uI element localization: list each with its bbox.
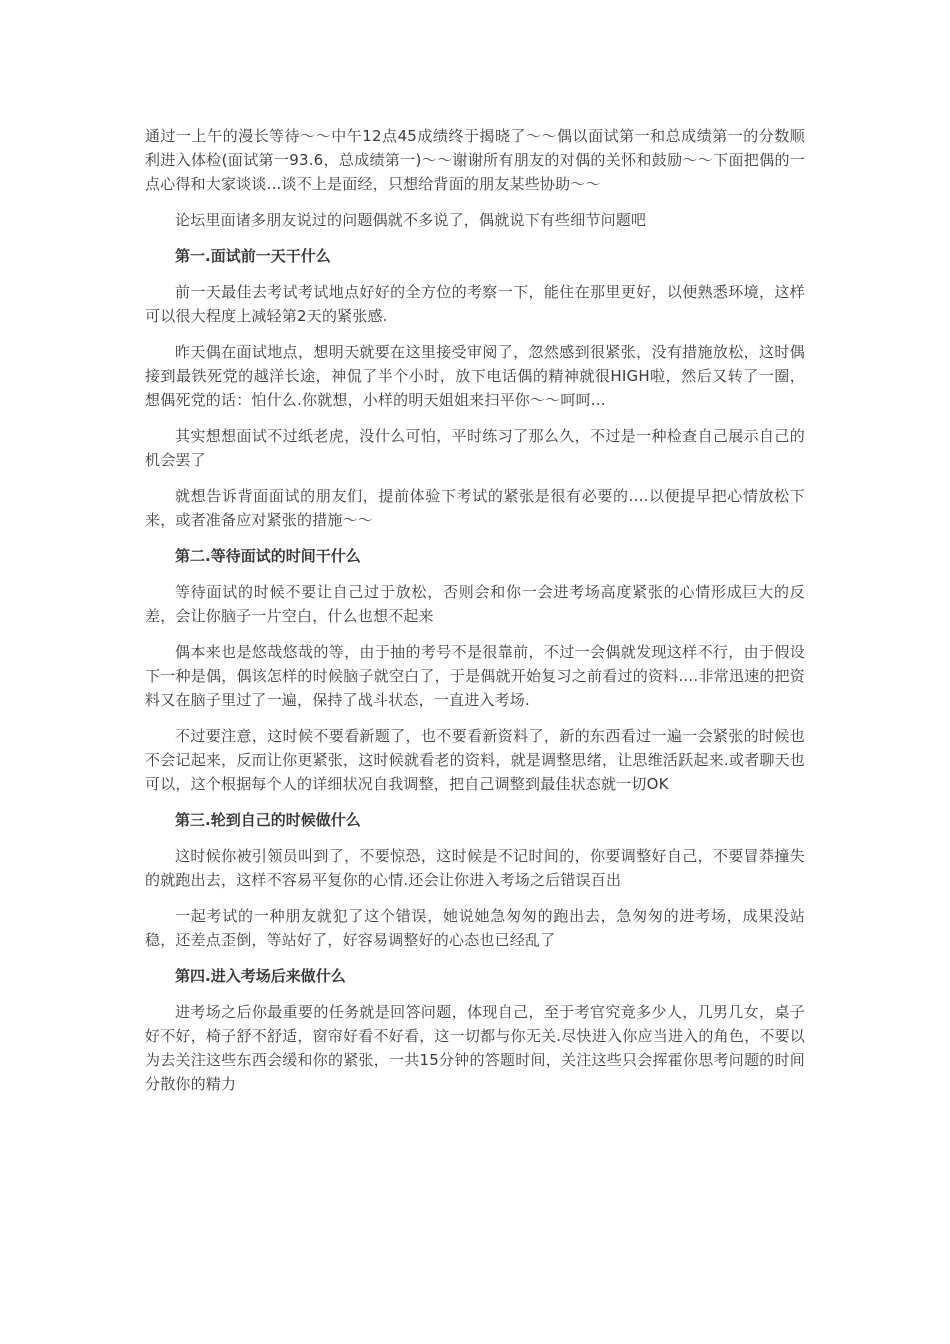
- section-heading-4: 第四.进入考场后来做什么: [175, 967, 346, 985]
- section-heading-2: 第二.等待面试的时间干什么: [175, 547, 361, 565]
- section-heading-1: 第一.面试前一天干什么: [175, 247, 331, 265]
- paragraph: 前一天最佳去考试考试地点好好的全方位的考察一下，能住在那里更好，以便熟悉环境，这样可以很大程度上减轻第2天的紧张感.: [145, 283, 805, 325]
- paragraph: 就想告诉背面面试的朋友们，提前体验下考试的紧张是很有必要的....以便提早把心情放松下来，或者准备应对紧张的措施～～: [145, 487, 805, 529]
- intro-paragraph: 通过一上午的漫长等待～～中午12点45成绩终于揭晓了～～偶以面试第一和总成绩第一的分数顺利进入体检(面试第一93.6，总成绩第一)～～谢谢所有朋友的对偶的关怀和鼓励～～下面把偶的一点心得和大家谈谈...谈不上是面经，只想给背面的朋友某些协助～～: [145, 127, 805, 193]
- section-heading-3: 第三.轮到自己的时候做什么: [175, 811, 361, 829]
- paragraph: 进考场之后你最重要的任务就是回答问题，体现自己，至于考官究竟多少人，几男几女，桌子好不好，椅子舒不舒适，窗帘好看不好看，这一切都与你无关.尽快进入你应当进入的角色，不要以为去关注这些东西会缓和你的紧张，一共15分钟的答题时间，关注这些只会挥霍你思考问题的时间分散你的精力: [145, 1003, 805, 1093]
- paragraph: 这时候你被引领员叫到了，不要惊恐，这时候是不记时间的，你要调整好自己，不要冒莽撞失的就跑出去，这样不容易平复你的心情.还会让你进入考场之后错误百出: [145, 847, 805, 889]
- paragraph: 论坛里面诸多朋友说过的问题偶就不多说了，偶就说下有些细节问题吧: [175, 211, 647, 229]
- paragraph: 昨天偶在面试地点，想明天就要在这里接受审阅了，忽然感到很紧张，没有措施放松，这时偶接到最铁死党的越洋长途，神侃了半个小时，放下电话偶的精神就很HIGH啦，然后又转了一圈，想偶死党的话：怕什么.你就想，小样的明天姐姐来扫平你～～呵呵...: [145, 343, 805, 409]
- paragraph: 偶本来也是悠哉悠哉的等，由于抽的考号不是很靠前，不过一会偶就发现这样不行，由于假设下一种是偶，偶该怎样的时候脑子就空白了，于是偶就开始复习之前看过的资料....非常迅速的把资料又在脑子里过了一遍，保持了战斗状态，一直进入考场.: [145, 643, 805, 709]
- paragraph: 其实想想面试不过纸老虎，没什么可怕，平时练习了那么久，不过是一种检查自己展示自己的机会罢了: [145, 427, 805, 469]
- paragraph: 不过要注意，这时候不要看新题了，也不要看新资料了，新的东西看过一遍一会紧张的时候也不会记起来，反而让你更紧张，这时候就看老的资料，就是调整思绪，让思维活跃起来.或者聊天也可以，这个根据每个人的详细状况自我调整，把自己调整到最佳状态就一切OK: [145, 727, 805, 793]
- document-page: [145, 124, 805, 1108]
- paragraph: 等待面试的时候不要让自己过于放松，否则会和你一会进考场高度紧张的心情形成巨大的反差，会让你脑子一片空白，什么也想不起来: [145, 583, 805, 625]
- paragraph: 一起考试的一种朋友就犯了这个错误，她说她急匆匆的跑出去，急匆匆的进考场，成果没站稳，还差点歪倒，等站好了，好容易调整好的心态也已经乱了: [145, 907, 805, 949]
